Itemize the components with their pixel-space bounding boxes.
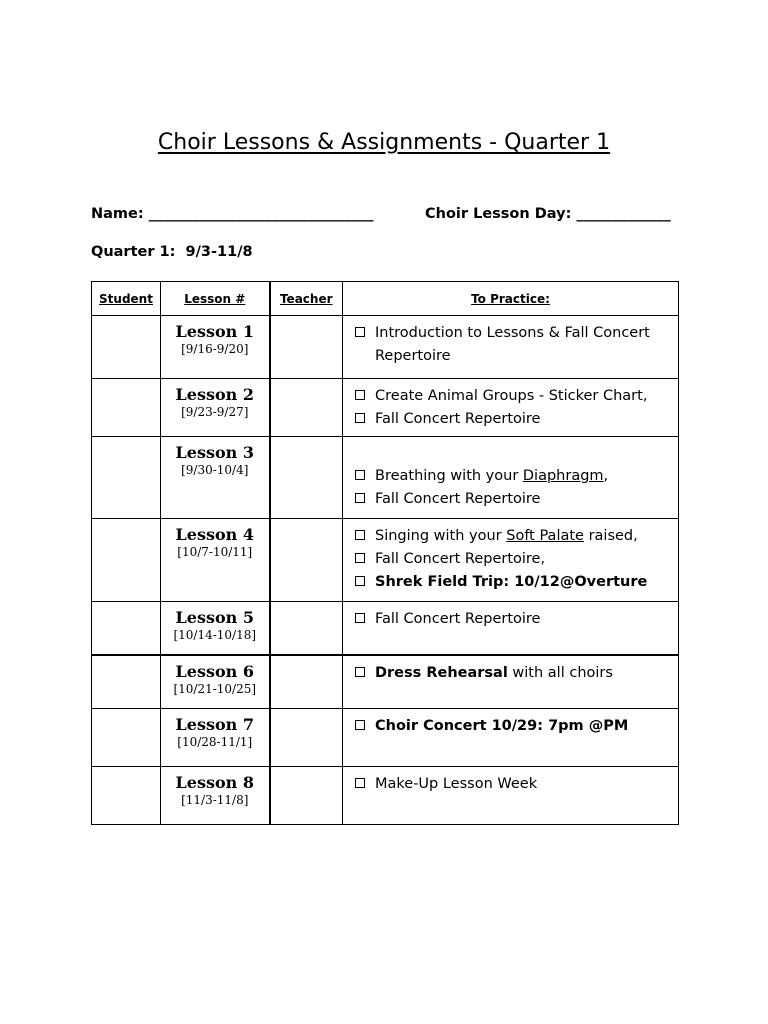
teacher-cell[interactable] <box>270 709 343 767</box>
lesson-cell <box>161 767 270 825</box>
lesson-cell <box>161 655 270 709</box>
table-row <box>92 709 679 767</box>
table-row <box>92 437 679 519</box>
lesson-cell <box>161 709 270 767</box>
checkbox-icon[interactable] <box>355 413 365 423</box>
quarter-line <box>91 244 253 260</box>
practice-item <box>375 525 670 548</box>
lesson-dates: [11/3-11/8] <box>181 793 249 807</box>
lesson-day-line <box>425 206 671 222</box>
practice-text: raised, <box>583 528 638 544</box>
practice-text: Create Animal Groups - Sticker Chart, <box>375 388 648 404</box>
practice-text: Dress Rehearsal <box>375 664 508 681</box>
teacher-cell[interactable] <box>270 519 343 602</box>
lesson-number: Lesson 2 <box>175 385 254 404</box>
lesson-number: Lesson 6 <box>175 661 254 681</box>
practice-item <box>375 571 670 594</box>
lesson-cell <box>161 437 270 519</box>
checkbox-icon[interactable] <box>355 327 365 337</box>
practice-text: Introduction to Lessons & Fall Concert Repertoire <box>375 325 650 364</box>
checkbox-icon[interactable] <box>355 667 365 677</box>
lesson-dates: [9/16-9/20] <box>181 342 249 356</box>
practice-item <box>375 715 670 738</box>
header-teacher: Teacher <box>270 282 343 316</box>
teacher-cell[interactable] <box>270 602 343 655</box>
lesson-number: Lesson 3 <box>175 443 254 462</box>
practice-text: Singing with your <box>375 528 507 544</box>
student-cell[interactable] <box>92 437 161 519</box>
table-row <box>92 602 679 655</box>
lesson-dates: [10/14-10/18] <box>173 628 257 642</box>
student-cell[interactable] <box>92 655 161 709</box>
lesson-number: Lesson 1 <box>175 322 254 341</box>
practice-cell <box>343 767 679 825</box>
checkbox-icon[interactable] <box>355 720 365 730</box>
lesson-day-blank: _____________ <box>576 206 671 222</box>
teacher-cell[interactable] <box>270 379 343 437</box>
practice-cell <box>343 655 679 709</box>
table-row <box>92 767 679 825</box>
table-header-row <box>92 282 679 316</box>
student-cell[interactable] <box>92 709 161 767</box>
student-cell[interactable] <box>92 767 161 825</box>
checkbox-icon[interactable] <box>355 530 365 540</box>
practice-cell <box>343 379 679 437</box>
table-row <box>92 655 679 709</box>
teacher-cell[interactable] <box>270 655 343 709</box>
checkbox-icon[interactable] <box>355 553 365 563</box>
lesson-dates: [10/28-11/1] <box>177 735 253 749</box>
checkbox-icon[interactable] <box>355 390 365 400</box>
checkbox-icon[interactable] <box>355 493 365 503</box>
practice-item <box>375 385 670 408</box>
practice-text: Make-Up Lesson Week <box>375 776 538 792</box>
student-cell[interactable] <box>92 316 161 379</box>
practice-cell <box>343 519 679 602</box>
lesson-dates: [10/7-10/11] <box>177 545 253 559</box>
practice-cell <box>343 437 679 519</box>
name-line <box>91 206 373 222</box>
lesson-cell <box>161 519 270 602</box>
practice-item <box>375 608 670 631</box>
quarter-dates: 9/3-11/8 <box>185 244 253 260</box>
practice-cell <box>343 602 679 655</box>
name-blank: _______________________________ <box>148 206 374 222</box>
checkbox-icon[interactable] <box>355 613 365 623</box>
table-row <box>92 316 679 379</box>
practice-text: with all choirs <box>507 664 613 681</box>
student-cell[interactable] <box>92 379 161 437</box>
lesson-number: Lesson 7 <box>175 715 254 734</box>
practice-item <box>375 662 670 685</box>
student-cell[interactable] <box>92 519 161 602</box>
practice-item <box>375 548 670 571</box>
lesson-number: Lesson 8 <box>175 773 254 792</box>
title-text: Choir Lessons & Assignments - Quarter 1 <box>157 130 611 155</box>
practice-item <box>375 322 670 368</box>
practice-text: Soft Palate <box>506 528 584 544</box>
table-row <box>92 519 679 602</box>
practice-text: Fall Concert Repertoire <box>375 411 541 427</box>
lesson-day-label: Choir Lesson Day: <box>425 206 572 222</box>
name-label: Name: <box>91 206 144 222</box>
teacher-cell[interactable] <box>270 767 343 825</box>
teacher-cell[interactable] <box>270 316 343 379</box>
student-cell[interactable] <box>92 602 161 655</box>
page-title <box>0 130 768 155</box>
practice-item <box>375 488 670 511</box>
checkbox-icon[interactable] <box>355 576 365 586</box>
practice-item <box>375 773 670 796</box>
lesson-dates: [9/30-10/4] <box>181 463 249 477</box>
practice-text: Diaphragm <box>522 468 604 484</box>
header-lesson: Lesson # <box>161 282 270 316</box>
quarter-label: Quarter 1: <box>91 244 176 260</box>
practice-item <box>375 408 670 431</box>
lesson-dates: [10/21-10/25] <box>173 681 257 696</box>
lesson-cell <box>161 602 270 655</box>
lesson-number: Lesson 4 <box>175 525 254 544</box>
lesson-cell <box>161 379 270 437</box>
practice-text: Breathing with your <box>375 468 523 484</box>
practice-text: Shrek Field Trip: 10/12@Overture <box>375 574 648 590</box>
practice-text: Fall Concert Repertoire <box>375 611 541 627</box>
lessons-table <box>91 281 679 825</box>
lesson-dates: [9/23-9/27] <box>181 405 249 419</box>
teacher-cell[interactable] <box>270 437 343 519</box>
lesson-number: Lesson 5 <box>175 608 254 627</box>
practice-text: , <box>603 468 609 484</box>
header-student: Student <box>92 282 161 316</box>
practice-text: Choir Concert 10/29: 7pm @PM <box>375 718 629 734</box>
checkbox-icon[interactable] <box>355 778 365 788</box>
practice-item <box>375 465 670 488</box>
header-practice: To Practice: <box>343 282 679 316</box>
practice-text: Fall Concert Repertoire, <box>375 551 546 567</box>
practice-cell <box>343 316 679 379</box>
practice-cell <box>343 709 679 767</box>
lesson-cell <box>161 316 270 379</box>
practice-text: Fall Concert Repertoire <box>375 491 541 507</box>
table-row <box>92 379 679 437</box>
checkbox-icon[interactable] <box>355 470 365 480</box>
